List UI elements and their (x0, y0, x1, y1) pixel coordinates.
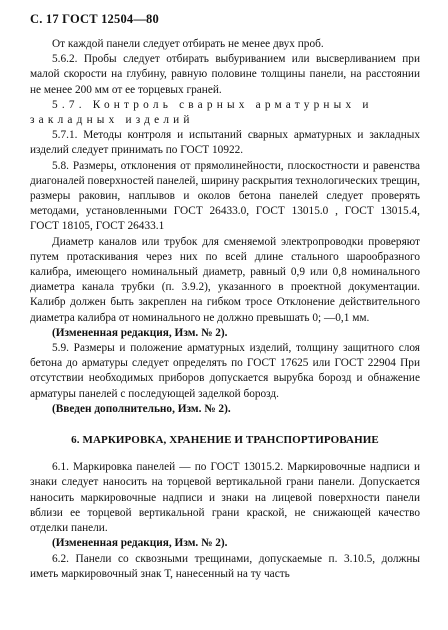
paragraph: Диаметр каналов или трубок для сменяемой электропроводки проверяют путем протаскивания через них по всей длине стального шарообразного калибра, имеющего номинальный диаметр, равный 0,9 или 0,8 номинального диаметра канала трубки (п. 3.9.2), указанного в проектной документации. Калибр должен быть закреплен на гибком тросе Отклонение действительного диаметра калибра от номинального не должно превышать 0; —0,1 мм. (30, 235, 420, 324)
paragraph: 5.8. Размеры, отклонения от прямолинейности, плоскостности и равенства диагоналей поверхностей панелей, ширину раскрытия технологических трещин, размеры раковин, наплывов и околов бетона панелей следует проверять методами, установленными ГОСТ 26433.0, ГОСТ 13015.0 , ГОСТ 13015.4, ГОСТ 18105, ГОСТ 26433.1 (30, 159, 420, 233)
paragraph: 5.6.2. Пробы следует отбирать выбуриванием или высверливанием при малой скорости на глубину, равную половине толщины панели, на расстоянии не менее 200 мм от ее торцевых граней. (30, 53, 420, 96)
subsection-heading: 5.7. Контроль сварных арматурных и закладных изделий (30, 98, 373, 127)
paragraph: 5.9. Размеры и положение арматурных изделий, толщину защитного слоя бетона до арматуры следует определять по ГОСТ 17625 или ГОСТ 22904 При отсутствии необходимых приборов допускается вырубка борозд и обнажение арматуры панелей с последующей заделкой борозд. (30, 342, 420, 400)
paragraph: От каждой панели следует отбирать не менее двух проб. (52, 38, 324, 50)
document-body (30, 37, 420, 582)
page-header: С. 17 ГОСТ 12504—80 (30, 12, 159, 26)
amendment-note: (Измененная редакция, Изм. № 2). (52, 537, 228, 550)
paragraph: 6.1. Маркировка панелей — по ГОСТ 13015.2. Маркировочные надписи и знаки следует наносить на торцевой вертикальной грани панели. Допускается наносить маркировочные надписи и знаки на лицевой поверхности панели вблизи ее торцевой вертикальной грани краской, не снижающей качество отделки панели. (30, 461, 420, 535)
amendment-note: (Введен дополнительно, Изм. № 2). (52, 402, 231, 415)
paragraph: 5.7.1. Методы контроля и испытаний сварных арматурных и закладных изделий следует принимать по ГОСТ 10922. (30, 129, 420, 157)
paragraph: 6.2. Панели со сквозными трещинами, допускаемые п. 3.10.5, должны иметь маркировочный знак Т, нанесенный на ту часть (30, 552, 420, 580)
amendment-note: (Измененная редакция, Изм. № 2). (52, 326, 228, 339)
section-title: 6. МАРКИРОВКА, ХРАНЕНИЕ И ТРАНСПОРТИРОВАНИЕ (71, 434, 379, 447)
